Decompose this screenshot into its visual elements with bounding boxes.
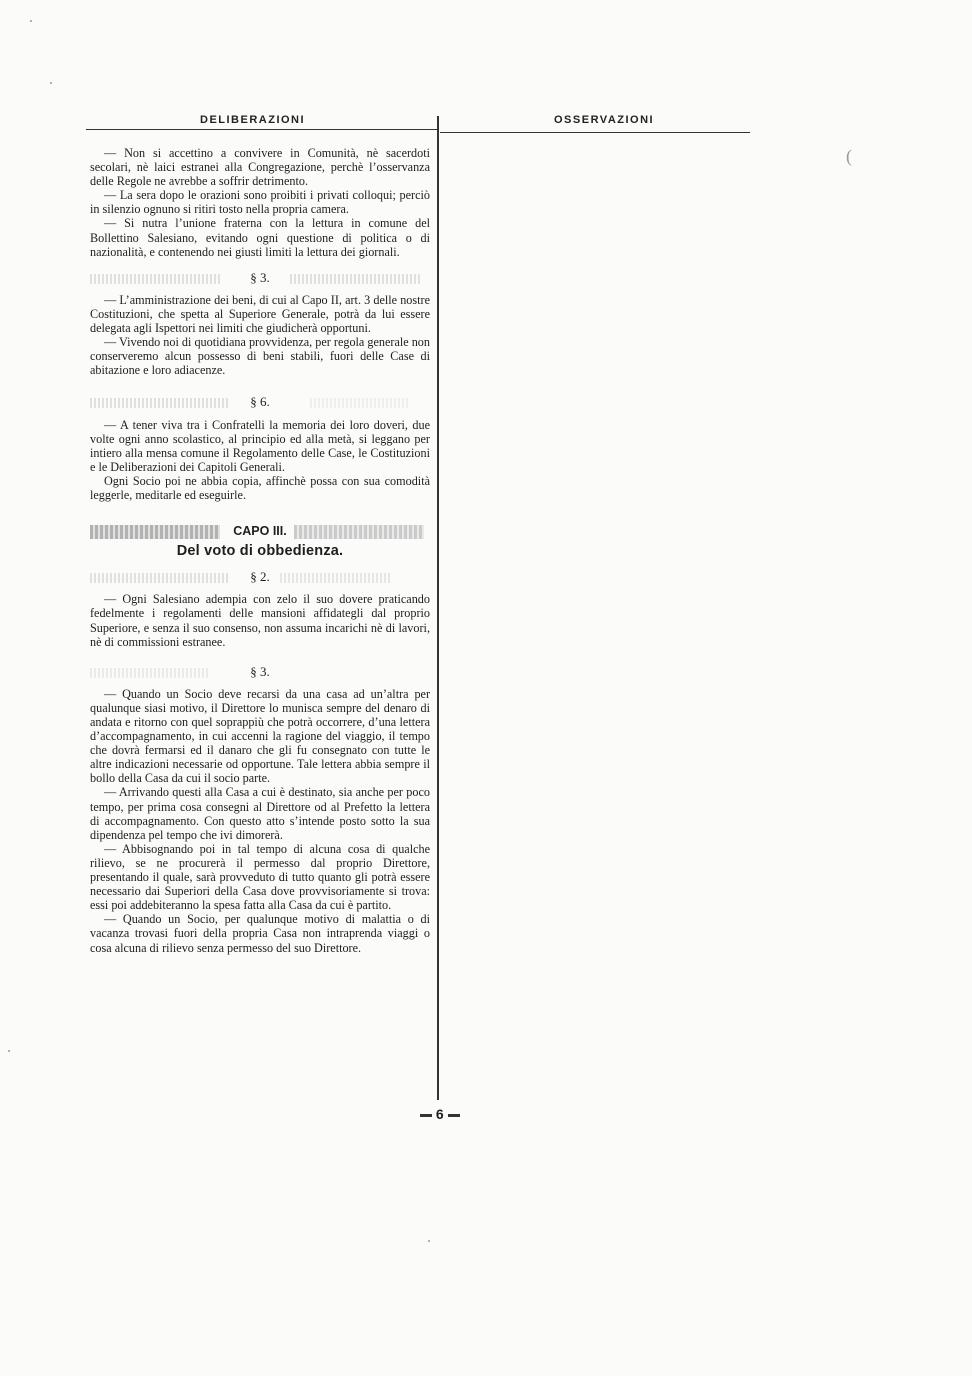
left-column-header: DELIBERAZIONI: [200, 114, 306, 126]
page-number: 6: [420, 1106, 460, 1122]
intro-paragraph-2: — La sera dopo le orazioni sono proibiti i privati colloqui; perciò in silenzio ognuno si ritiri tosto nella propria camera.: [90, 188, 430, 217]
section-mark-6: § 6.: [90, 395, 430, 409]
column-divider: [437, 116, 439, 1100]
speck: [30, 20, 32, 22]
section-3a-paragraph-1: — L’amministrazione dei beni, di cui al Capo II, art. 3 delle nostre Costituzioni, che spetta al Superiore Generale, potrà da lui essere delegata agli Ispettori nei limiti che giudicherà opportuni.: [90, 292, 430, 336]
left-header-rule: [86, 129, 438, 130]
section-3b-paragraph-3: — Abbisognando poi in tal tempo di alcuna cosa di qualche rilievo, se ne procurerà il permesso dal proprio Direttore, presentando il quale, sarà provveduto di tutto quanto gli potrà essere necessario dai Superiori della Casa dove provvisoriamente si trova: essi poi addebiteranno la spesa fatta alla Casa da cui è partito.: [90, 841, 430, 913]
section-6-paragraph-1: — A tener viva tra i Confratelli la memoria dei loro doveri, due volte ogni anno scolastico, al principio ed alla metà, si leggano per intiero alla mensa comune il Regolamento delle Case, le Costituzioni e le Deliberazioni dei Capitoli Generali.: [90, 417, 430, 474]
chapter-title: Del voto di obbedienza.: [176, 543, 344, 560]
intro-paragraph-1: — Non si accettino a convivere in Comunità, nè sacerdoti secolari, nè laici estranei alla Congregazione, perchè l’osservanza delle Regole ne avrebbe a soffrir detrimento.: [90, 146, 430, 189]
section-3b-paragraph-1: — Quando un Socio deve recarsi da una casa ad un’altra per qualunque siasi motivo, il Direttore lo munisca sempre del denaro di andata e ritorno con quel soprappiù che potrà occorrere, d’una lettera d’accompagnamento, in cui accenni la ragione del viaggio, il tempo che dovrà fermarsi ed il danaro che gli fu consegnato con tutte le altre indicazioni necessarie od opportune. Tale lettera abbia sempre il bollo della Casa da cui il socio parte.: [90, 686, 430, 786]
section-2-paragraph-1: — Ogni Salesiano adempia con zelo il suo dovere praticando fedelmente i regolamenti delle mansioni affidategli dal proprio Superiore, e senza il suo consenso, non assuma incarichi nè di lavori, nè di commissioni estranee.: [90, 592, 430, 649]
section-mark-2: § 2.: [90, 570, 430, 584]
section-mark-3a: § 3.: [90, 271, 430, 285]
right-header-rule: [440, 132, 750, 133]
deliberazioni-column: [90, 146, 430, 955]
speck: [428, 1240, 430, 1242]
speck: [8, 1050, 10, 1052]
chapter-label: CAPO III.: [90, 524, 430, 538]
section-3a-paragraph-2: — Vivendo noi di quotidiana provvidenza, per regola generale non conserveremo alcun possesso di beni stabili, fuori delle Case di abitazione e loro adiacenze.: [90, 335, 430, 378]
section-3b-paragraph-4: — Quando un Socio, per qualunque motivo di malattia o di vacanza trovasi fuori della propria Casa non intraprenda viaggi o cosa alcuna di rilievo senza permesso del suo Direttore.: [90, 912, 430, 955]
section-6-paragraph-2: Ogni Socio poi ne abbia copia, affinchè possa con sua comodità leggerle, meditarle ed eseguirle.: [90, 473, 430, 502]
margin-mark: (: [846, 146, 852, 166]
speck: [50, 82, 52, 84]
section-mark-3b: § 3.: [90, 665, 430, 679]
right-column-header: OSSERVAZIONI: [554, 114, 655, 126]
section-3b-paragraph-2: — Arrivando questi alla Casa a cui è destinato, sia anche per poco tempo, per prima cosa consegni al Direttore od al Prefetto la lettera di accompagnamento. Con questo atto s’intende posto sotto la sua dipendenza pel tempo che ivi dimorerà.: [90, 785, 430, 842]
intro-paragraph-3: — Si nutra l’unione fraterna con la lettura in comune del Bollettino Salesiano, evitando ogni questione di politica o di nazionalità, e contenendo nei giusti limiti la lettura dei giornali.: [90, 216, 430, 259]
